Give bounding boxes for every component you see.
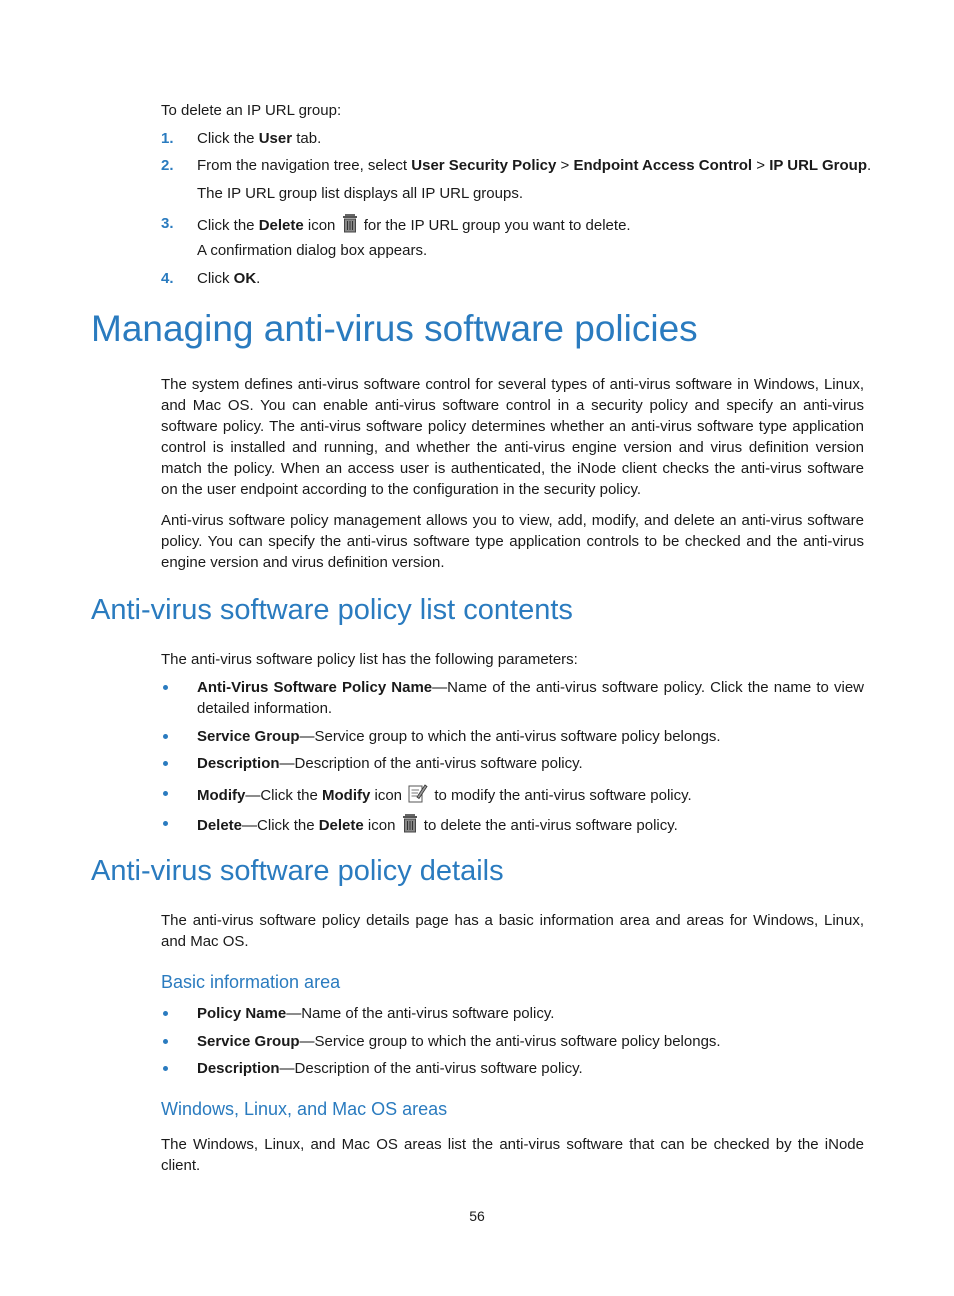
list-item: Policy Name—Name of the anti-virus software policy. xyxy=(197,1005,555,1022)
management-paragraph: Anti-virus software policy management allows you to view, add, modify, and delete an anti-virus software policy. You can specify the anti-virus software type application controls to be checked and the anti-virus engine version and virus definition version. xyxy=(161,512,864,571)
step-2-text: From the navigation tree, select User Security Policy > Endpoint Access Control > IP URL Group. xyxy=(197,157,872,174)
details-heading: Anti-virus software policy details xyxy=(91,855,504,887)
section-title: Managing anti-virus software policies xyxy=(91,308,698,349)
step-3-note: A confirmation dialog box appears. xyxy=(197,242,428,259)
page-number: 56 xyxy=(469,1208,485,1224)
trash-icon xyxy=(342,213,358,233)
step-number: 2. xyxy=(161,157,174,174)
os-areas-heading: Windows, Linux, and Mac OS areas xyxy=(161,1099,448,1119)
step-3-text: Click the Delete icon for the IP URL group you want to delete. xyxy=(197,213,631,236)
step-1-text: Click the User tab. xyxy=(197,130,322,147)
bullet-icon xyxy=(163,821,168,826)
details-intro-text: The anti-virus software policy details page has a basic information area and areas for Windows, Linux, and Mac OS. xyxy=(161,912,864,950)
list-intro-text: The anti-virus software policy list has the following parameters: xyxy=(161,651,578,668)
list-item: Description—Description of the anti-virus software policy. xyxy=(197,755,583,772)
intro-text: To delete an IP URL group: xyxy=(161,102,342,119)
list-item: Service Group—Service group to which the anti-virus software policy belongs. xyxy=(197,728,721,745)
step-number: 4. xyxy=(161,270,174,287)
trash-icon xyxy=(402,813,418,833)
step-number: 1. xyxy=(161,130,174,147)
bullet-icon xyxy=(163,761,168,766)
list-item: Anti-Virus Software Policy Name—Name of the anti-virus software policy. Click the name to view detailed information. xyxy=(197,679,864,717)
bullet-icon xyxy=(163,734,168,739)
bullet-icon xyxy=(163,1039,168,1044)
os-areas-paragraph: The Windows, Linux, and Mac OS areas list the anti-virus software that can be checked by the iNode client. xyxy=(161,1136,864,1174)
bullet-icon xyxy=(163,685,168,690)
bullet-icon xyxy=(163,1011,168,1016)
step-4-text: Click OK. xyxy=(197,270,261,287)
list-item: Service Group—Service group to which the anti-virus software policy belongs. xyxy=(197,1033,721,1050)
list-item: Modify—Click the Modify icon to modify the anti-virus software policy. xyxy=(197,783,864,806)
step-2-note: The IP URL group list displays all IP URL groups. xyxy=(197,185,523,202)
bullet-icon xyxy=(163,791,168,796)
bullet-icon xyxy=(163,1066,168,1071)
list-contents-heading: Anti-virus software policy list contents xyxy=(91,594,573,626)
intro-paragraph: The system defines anti-virus software control for several types of anti-virus software in Windows, Linux, and Mac OS. You can enable anti-virus software control in a security policy and specify an anti-virus software policy. The anti-virus software policy determines whether an anti-virus software type application control is installed and running, and whether the anti-virus engine version and virus definition version match the policy. When an access user is authenticated, the iNode client checks the anti-virus software on the user endpoint according to the configuration in the security policy. xyxy=(161,376,864,498)
basic-info-heading: Basic information area xyxy=(161,972,341,992)
edit-icon xyxy=(408,783,428,803)
list-item: Description—Description of the anti-virus software policy. xyxy=(197,1060,583,1077)
step-number: 3. xyxy=(161,215,174,232)
list-item: Delete—Click the Delete icon to delete the anti-virus software policy. xyxy=(197,813,864,836)
